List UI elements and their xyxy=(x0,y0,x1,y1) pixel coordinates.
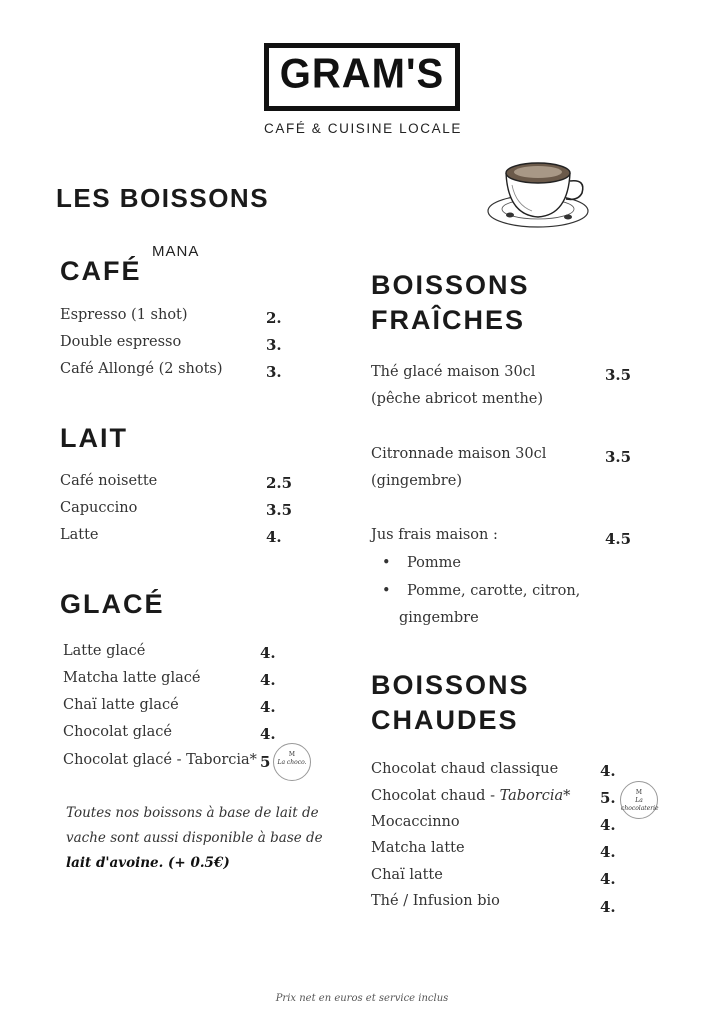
juice-option: Pomme, carotte, citron, xyxy=(407,583,581,599)
title-line: BOISSONS xyxy=(371,670,530,700)
menu-item-name: Jus frais maison : xyxy=(371,527,498,543)
menu-item-name: Chocolat glacé xyxy=(63,724,172,740)
menu-item-name: Latte glacé xyxy=(63,643,146,659)
menu-item-price: 5. xyxy=(600,789,616,807)
logo: GRAM'S xyxy=(279,50,445,98)
menu-item-detail: (gingembre) xyxy=(371,473,462,489)
menu-item-price: 2. xyxy=(266,309,282,327)
coffee-cup-illustration xyxy=(486,155,592,235)
menu-item-price: 5 xyxy=(260,753,271,771)
menu-item-name xyxy=(371,788,570,804)
menu-item-price: 4. xyxy=(600,762,616,780)
section-title-chaudes xyxy=(371,668,530,738)
menu-item-price: 2.5 xyxy=(266,474,293,492)
tagline: CAFÉ & CUISINE LOCALE xyxy=(264,121,462,136)
page-title: LES BOISSONS xyxy=(56,183,270,213)
menu-item-name: Chaï latte xyxy=(371,867,443,883)
menu-item-name: Citronnade maison 30cl xyxy=(371,446,547,462)
menu-item-price: 3. xyxy=(266,336,282,354)
section-title-fraiches xyxy=(371,268,530,338)
item-brand: Taborcia* xyxy=(499,788,571,804)
menu-item-name: Café Allongé (2 shots) xyxy=(60,361,223,377)
note-line: Toutes nos boissons à base de lait de xyxy=(66,805,319,821)
menu-item-price: 4. xyxy=(600,816,616,834)
note-highlight: lait d'avoine. (+ 0.5€) xyxy=(66,855,230,871)
menu-item-price: 4. xyxy=(600,898,616,916)
coffee-brand-label: MANA xyxy=(152,243,200,260)
menu-item-price: 4.5 xyxy=(605,530,632,548)
oat-milk-note xyxy=(66,801,326,876)
menu-item-name: Mocaccinno xyxy=(371,814,460,830)
menu-item-price: 4. xyxy=(600,870,616,888)
menu-item-name: Café noisette xyxy=(60,473,158,489)
menu-item-price: 3.5 xyxy=(605,448,632,466)
title-line: CHAUDES xyxy=(371,705,519,735)
juice-option: gingembre xyxy=(399,610,479,626)
menu-item-detail: (pêche abricot menthe) xyxy=(371,391,544,407)
menu-item-name: Matcha latte xyxy=(371,840,465,856)
menu-item-price: 3.5 xyxy=(605,366,632,384)
menu-item-name: Espresso (1 shot) xyxy=(60,307,188,323)
menu-item-name: Thé glacé maison 30cl xyxy=(371,364,536,380)
badge-text: La chocolaterie xyxy=(621,797,659,812)
menu-item-price: 4. xyxy=(266,528,282,546)
section-title-lait: LAIT xyxy=(60,423,128,453)
menu-item-price: 4. xyxy=(260,644,276,662)
footer-note: Prix net en euros et service inclus xyxy=(275,993,449,1004)
menu-item-name: Capuccino xyxy=(60,500,138,516)
menu-item-name: Chocolat glacé - Taborcia* xyxy=(63,752,257,768)
menu-item-name: Chocolat chaud classique xyxy=(371,761,559,777)
menu-item-name: Double espresso xyxy=(60,334,182,350)
menu-item-name: Chaï latte glacé xyxy=(63,697,179,713)
item-text: Chocolat chaud - xyxy=(371,788,500,804)
chocolaterie-logo: M La chocolaterie xyxy=(620,781,658,819)
bullet-icon: • xyxy=(382,583,391,599)
menu-item-price: 3.5 xyxy=(266,501,293,519)
note-line: vache sont aussi disponible à base de xyxy=(66,830,323,846)
chocolaterie-logo: M La choco. xyxy=(273,743,311,781)
menu-item-price: 4. xyxy=(260,698,276,716)
menu-item-name: Matcha latte glacé xyxy=(63,670,201,686)
title-line: BOISSONS xyxy=(371,270,530,300)
menu-item-name: Thé / Infusion bio xyxy=(371,893,500,909)
menu-item-price: 4. xyxy=(600,843,616,861)
menu-item-name: Latte xyxy=(60,527,99,543)
title-line: FRAÎCHES xyxy=(371,305,526,335)
section-title-cafe: CAFÉ xyxy=(60,256,142,286)
juice-option: Pomme xyxy=(407,555,461,571)
section-title-glace: GLACÉ xyxy=(60,589,165,619)
bullet-icon: • xyxy=(382,555,391,571)
menu-item-price: 3. xyxy=(266,363,282,381)
menu-item-price: 4. xyxy=(260,671,276,689)
menu-item-price: 4. xyxy=(260,725,276,743)
